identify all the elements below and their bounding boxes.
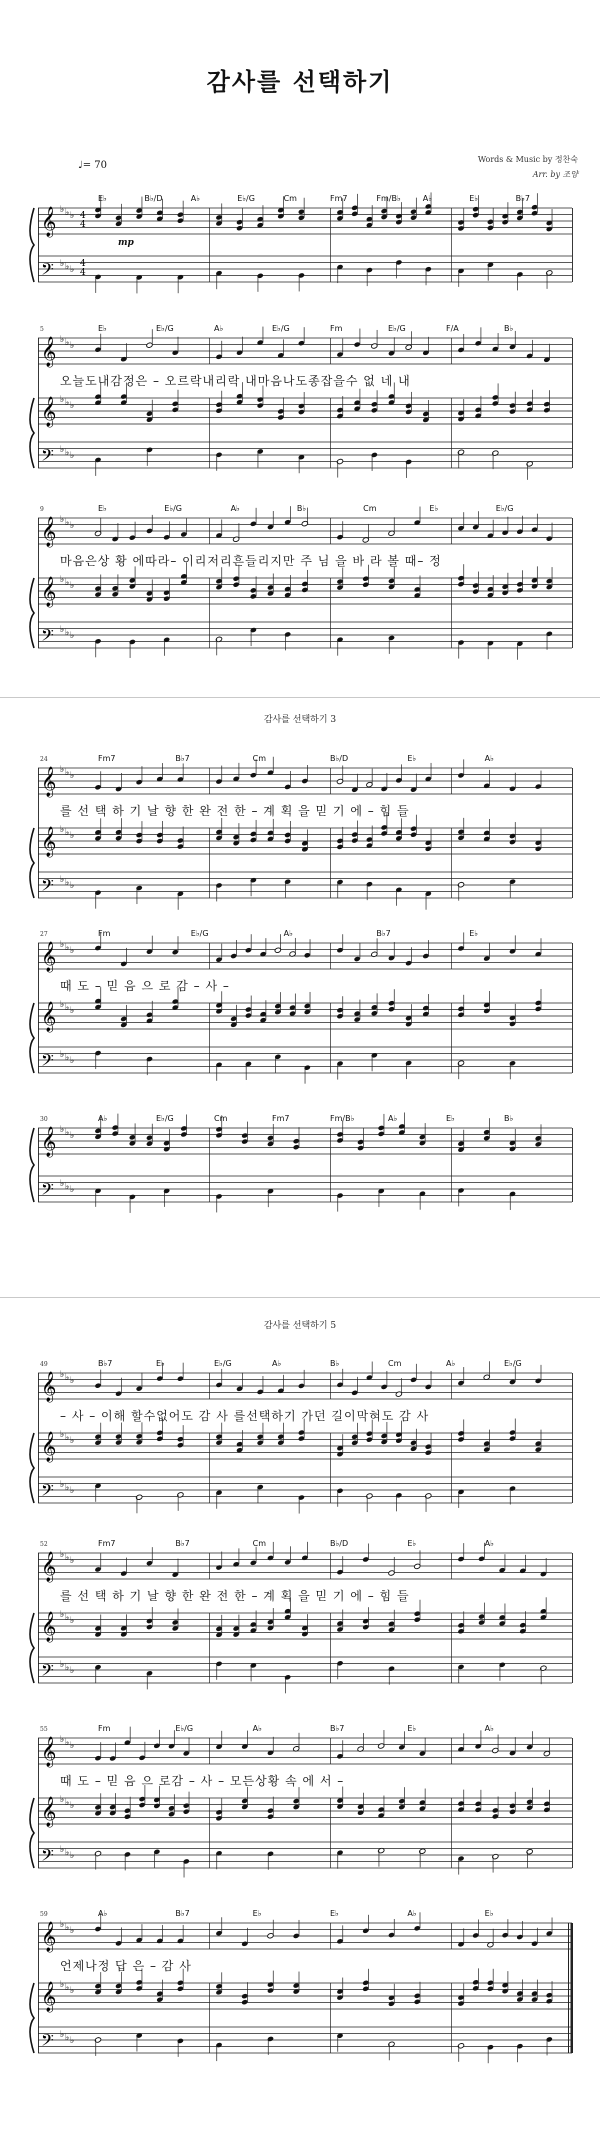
svg-text:♭: ♭	[70, 1376, 75, 1386]
staff-lines	[0, 1905, 600, 2070]
svg-text:𝄞: 𝄞	[41, 1002, 57, 1032]
chord-symbol: Cm	[252, 754, 267, 763]
chord-symbol: E♭/G	[190, 929, 209, 938]
chord-symbol: A♭	[98, 1114, 108, 1123]
lyric-line: 를 선 택 하 기 날 향 한 완 전 한 – 계 획 을 믿 기 에 – 힘 들	[60, 1589, 410, 1603]
page-divider	[0, 1297, 600, 1298]
tempo-marking: ♩= 70	[78, 160, 107, 171]
svg-text:𝄞: 𝄞	[41, 1552, 57, 1582]
chord-symbol: E♭	[156, 1359, 165, 1368]
chord-symbol: Cm	[214, 1114, 228, 1123]
lyric-line: 언제나정 답 은 – 감 사	[60, 1959, 192, 1973]
chord-symbol: B♭	[296, 504, 307, 513]
dynamic-marking: mp	[118, 238, 134, 248]
chord-symbol: A♭	[484, 1724, 494, 1733]
svg-text:♭: ♭	[70, 1926, 75, 1936]
svg-text:♭: ♭	[60, 1125, 65, 1135]
svg-text:♭: ♭	[65, 262, 70, 272]
chord-symbol: E♭/G	[156, 324, 174, 333]
svg-text:♭: ♭	[60, 1179, 65, 1189]
chord-symbol: E♭	[407, 754, 417, 763]
chord-symbol: A♭	[446, 1359, 456, 1368]
score-system	[0, 1110, 600, 1275]
chord-symbol: E♭	[429, 504, 439, 513]
svg-text:𝄢: 𝄢	[41, 1480, 54, 1504]
svg-text:♭: ♭	[60, 1370, 65, 1380]
chord-symbol: E♭/G	[272, 324, 290, 333]
svg-text:♭: ♭	[60, 335, 65, 345]
chord-symbol: A♭	[190, 194, 201, 203]
chord-symbol: Fm7	[330, 194, 348, 203]
svg-text:♭: ♭	[70, 1185, 75, 1195]
chord-symbol: E♭/G	[237, 194, 255, 203]
svg-text:♭: ♭	[70, 831, 75, 841]
staff-lines	[0, 925, 600, 1090]
chord-symbol: B♭7	[330, 1724, 345, 1733]
arranger-credit: Arr. by 조양	[532, 170, 578, 179]
svg-text:♭: ♭	[65, 878, 70, 888]
svg-text:𝄞: 𝄞	[41, 1432, 57, 1462]
svg-text:𝄢: 𝄢	[41, 875, 54, 899]
svg-text:♭: ♭	[70, 1056, 75, 1066]
chord-symbol: E♭	[98, 504, 107, 513]
chord-symbol: E♭/G	[156, 1114, 174, 1123]
svg-text:♭: ♭	[60, 1920, 65, 1930]
chord-symbol: A♭	[388, 1114, 398, 1123]
svg-text:𝄞: 𝄞	[41, 1612, 57, 1642]
svg-text:♭: ♭	[65, 628, 70, 638]
svg-text:♭: ♭	[70, 265, 75, 275]
chord-symbol: E♭/G	[504, 1359, 522, 1368]
svg-text:𝄢: 𝄢	[41, 1050, 54, 1074]
svg-text:𝄢: 𝄢	[41, 1845, 54, 1869]
svg-text:♭: ♭	[65, 1663, 70, 1673]
chord-symbol: E♭/G	[214, 1359, 232, 1368]
svg-text:4: 4	[80, 268, 86, 278]
chord-symbol: B♭7	[175, 1909, 190, 1918]
svg-text:♭: ♭	[60, 1795, 65, 1805]
chord-symbol: B♭7	[376, 929, 391, 938]
svg-text:♭: ♭	[60, 1735, 65, 1745]
score-system	[0, 1905, 600, 2070]
svg-text:♭: ♭	[70, 1741, 75, 1751]
svg-text:♭: ♭	[70, 946, 75, 956]
svg-text:♭: ♭	[60, 825, 65, 835]
svg-text:♭: ♭	[70, 1006, 75, 1016]
svg-text:♭: ♭	[70, 341, 75, 351]
staff-lines	[0, 1535, 600, 1700]
svg-text:♭: ♭	[60, 1980, 65, 1990]
score-system	[0, 500, 600, 665]
page-divider	[0, 697, 600, 698]
svg-text:♭: ♭	[70, 1486, 75, 1496]
svg-text:♭: ♭	[65, 1798, 70, 1808]
svg-text:♭: ♭	[60, 2030, 65, 2040]
lyric-line: 오늘도내감정은 – 오르락내리락 내마음나도종잡을수 없 네 내	[60, 374, 411, 388]
chord-symbol: Fm	[98, 929, 111, 938]
svg-text:4: 4	[80, 259, 86, 269]
svg-text:♭: ♭	[65, 1433, 70, 1443]
chord-symbol: A♭	[230, 504, 240, 513]
svg-text:♭: ♭	[65, 208, 70, 218]
svg-text:♭: ♭	[70, 211, 75, 221]
composer-credit: Words & Music by 정찬숙	[477, 155, 578, 164]
svg-text:𝄞: 𝄞	[41, 1982, 57, 2012]
chord-symbol: E♭	[469, 929, 479, 938]
bar-number: 9	[40, 506, 44, 513]
svg-text:𝄞: 𝄞	[41, 1922, 57, 1952]
svg-text:𝄢: 𝄢	[41, 1660, 54, 1684]
staff-lines	[0, 1355, 600, 1520]
chord-symbol: E♭	[469, 194, 479, 203]
chord-symbol: A♭	[283, 929, 293, 938]
staff-lines	[0, 320, 600, 485]
svg-text:𝄞: 𝄞	[41, 1372, 57, 1402]
svg-text:𝄞: 𝄞	[41, 1127, 57, 1157]
chord-symbol: A♭	[484, 754, 494, 763]
chord-symbol: Cm	[363, 504, 377, 513]
svg-text:𝄞: 𝄞	[41, 1737, 57, 1767]
svg-text:♭: ♭	[65, 338, 70, 348]
svg-text:♭: ♭	[60, 940, 65, 950]
chord-symbol: Fm7	[98, 1539, 116, 1548]
svg-text:♭: ♭	[60, 1430, 65, 1440]
bar-number: 55	[40, 1726, 48, 1733]
svg-text:♭: ♭	[65, 2033, 70, 2043]
svg-text:𝄞: 𝄞	[41, 827, 57, 857]
chord-symbol: A♭	[214, 324, 224, 333]
page-header-3: 감사를 선택하기 3	[263, 715, 337, 725]
svg-text:4: 4	[80, 220, 86, 230]
chord-symbol: A♭	[407, 1909, 417, 1918]
svg-text:𝄞: 𝄞	[41, 207, 57, 237]
svg-text:♭: ♭	[60, 625, 65, 635]
svg-text:♭: ♭	[65, 1738, 70, 1748]
svg-text:♭: ♭	[60, 1660, 65, 1670]
svg-text:♭: ♭	[65, 1182, 70, 1192]
svg-text:♭: ♭	[60, 205, 65, 215]
chord-symbol: E♭	[407, 1724, 417, 1733]
chord-symbol: E♭	[252, 1909, 262, 1918]
chord-symbol: A♭	[272, 1359, 282, 1368]
chord-symbol: Cm	[283, 194, 297, 203]
bar-number: 24	[40, 756, 48, 763]
svg-text:𝄢: 𝄢	[41, 445, 54, 469]
chord-symbol: B♭7	[515, 194, 530, 203]
svg-text:𝄞: 𝄞	[41, 397, 57, 427]
svg-text:♭: ♭	[70, 631, 75, 641]
chord-symbol: Fm/B♭	[330, 1114, 355, 1123]
lyric-line: 를 선 택 하 기 날 향 한 완 전 한 – 계 획 을 믿 기 에 – 힘 들	[60, 804, 410, 818]
svg-text:♭: ♭	[65, 1553, 70, 1563]
svg-text:♭: ♭	[65, 1003, 70, 1013]
svg-text:𝄞: 𝄞	[41, 767, 57, 797]
svg-text:𝄢: 𝄢	[41, 2030, 54, 2054]
chord-symbol: E♭/G	[495, 504, 514, 513]
svg-text:𝄞: 𝄞	[41, 337, 57, 367]
svg-text:𝄞: 𝄞	[41, 1797, 57, 1827]
svg-text:♭: ♭	[60, 1610, 65, 1620]
lyric-line: – 사 – 이해 할수없어도 감 사 를선택하기 가던 길이막혀도 감 사	[60, 1409, 430, 1423]
svg-text:𝄢: 𝄢	[41, 625, 54, 649]
svg-text:♭: ♭	[70, 1666, 75, 1676]
bar-number: 59	[40, 1911, 48, 1918]
svg-text:♭: ♭	[60, 575, 65, 585]
svg-text:♭: ♭	[70, 1986, 75, 1996]
svg-text:𝄢: 𝄢	[41, 1179, 54, 1203]
chord-symbol: Fm/B♭	[376, 194, 401, 203]
svg-text:♭: ♭	[65, 1053, 70, 1063]
svg-text:♭: ♭	[60, 515, 65, 525]
svg-text:♭: ♭	[70, 1616, 75, 1626]
score-system	[0, 1355, 600, 1520]
svg-text:♭: ♭	[60, 1050, 65, 1060]
svg-text:♭: ♭	[70, 451, 75, 461]
bar-number: 27	[40, 931, 48, 938]
staff-lines	[0, 1110, 600, 1275]
bar-number: 30	[40, 1116, 48, 1123]
chord-symbol: B♭/D	[330, 1539, 349, 1548]
svg-text:♭: ♭	[65, 828, 70, 838]
bar-number: 5	[40, 326, 44, 333]
score-system	[0, 750, 600, 915]
svg-text:♭: ♭	[70, 521, 75, 531]
svg-text:♭: ♭	[65, 398, 70, 408]
svg-text:♭: ♭	[60, 395, 65, 405]
staff-lines	[0, 750, 600, 915]
chord-symbol: Fm	[330, 324, 343, 333]
svg-text:♭: ♭	[65, 1483, 70, 1493]
svg-text:𝄞: 𝄞	[41, 517, 57, 547]
score-system	[0, 1535, 600, 1700]
svg-text:4: 4	[80, 211, 86, 221]
chord-symbol: Cm	[252, 1539, 267, 1548]
svg-text:♭: ♭	[65, 1983, 70, 1993]
svg-text:♭: ♭	[60, 1845, 65, 1855]
staff-lines	[0, 500, 600, 665]
svg-text:♭: ♭	[70, 401, 75, 411]
chord-symbol: B♭	[504, 1114, 514, 1123]
score-system	[0, 925, 600, 1090]
chord-symbol: Fm	[98, 1724, 111, 1733]
svg-text:♭: ♭	[70, 1131, 75, 1141]
chord-symbol: E♭	[446, 1114, 455, 1123]
chord-symbol: B♭	[504, 324, 514, 333]
chord-symbol: B♭7	[98, 1359, 113, 1368]
svg-text:♭: ♭	[60, 765, 65, 775]
svg-text:♭: ♭	[70, 1556, 75, 1566]
svg-text:♭: ♭	[65, 448, 70, 458]
chord-symbol: E♭	[98, 194, 107, 203]
chord-symbol: E♭	[484, 1909, 494, 1918]
bar-number: 49	[40, 1361, 48, 1368]
chord-symbol: A♭	[98, 1909, 108, 1918]
svg-text:♭: ♭	[70, 1436, 75, 1446]
svg-text:♭: ♭	[70, 1851, 75, 1861]
chord-symbol: Cm	[388, 1359, 402, 1368]
svg-text:𝄢: 𝄢	[41, 259, 54, 283]
chord-symbol: A♭	[422, 194, 433, 203]
chord-symbol: A♭	[484, 1539, 494, 1548]
svg-text:𝄞: 𝄞	[41, 577, 57, 607]
chord-symbol: E♭	[98, 324, 107, 333]
lyric-line: 때 도 – 믿 음 으 로감 – 사 – 모든상황 속 에 서 –	[60, 1774, 345, 1788]
score-system	[0, 320, 600, 485]
score-system	[0, 1720, 600, 1885]
svg-text:♭: ♭	[65, 1613, 70, 1623]
svg-text:♭: ♭	[65, 1923, 70, 1933]
svg-text:♭: ♭	[60, 1480, 65, 1490]
bar-number: 52	[40, 1541, 48, 1548]
score-title: 감사를 선택하기	[206, 68, 394, 96]
svg-text:♭: ♭	[65, 1848, 70, 1858]
svg-text:♭: ♭	[70, 771, 75, 781]
staff-lines	[0, 1720, 600, 1885]
svg-text:♭: ♭	[60, 259, 65, 269]
svg-text:♭: ♭	[65, 1128, 70, 1138]
svg-text:♭: ♭	[65, 1373, 70, 1383]
svg-text:♭: ♭	[60, 1000, 65, 1010]
svg-text:♭: ♭	[70, 1801, 75, 1811]
svg-text:♭: ♭	[65, 943, 70, 953]
chord-symbol: B♭/D	[144, 194, 163, 203]
svg-text:♭: ♭	[65, 578, 70, 588]
svg-text:♭: ♭	[65, 518, 70, 528]
chord-symbol: B♭7	[175, 754, 190, 763]
svg-text:♭: ♭	[60, 445, 65, 455]
chord-symbol: E♭	[407, 1539, 417, 1548]
svg-text:𝄞: 𝄞	[41, 942, 57, 972]
svg-text:♭: ♭	[70, 2036, 75, 2046]
svg-text:♭: ♭	[60, 875, 65, 885]
chord-symbol: B♭7	[175, 1539, 190, 1548]
chord-symbol: Fm7	[272, 1114, 290, 1123]
chord-symbol: B♭/D	[330, 754, 349, 763]
chord-symbol: E♭/G	[164, 504, 183, 513]
chord-symbol: E♭/G	[175, 1724, 194, 1733]
page-header-5: 감사를 선택하기 5	[263, 1321, 337, 1331]
credits	[478, 152, 578, 182]
chord-symbol: E♭/G	[388, 324, 406, 333]
svg-text:♭: ♭	[70, 581, 75, 591]
lyric-line: 마음은상 황 에따라– 이리저리흔들리지만 주 님 을 바 라 볼 때– 정	[60, 554, 442, 568]
chord-symbol: F/A	[446, 324, 459, 333]
lyric-line: 때 도 – 믿 음 으 로 감 – 사 –	[60, 979, 230, 993]
chord-symbol: A♭	[252, 1724, 262, 1733]
chord-symbol: B♭	[330, 1359, 340, 1368]
chord-symbol: Fm7	[98, 754, 116, 763]
svg-text:♭: ♭	[65, 768, 70, 778]
svg-text:♭: ♭	[60, 1550, 65, 1560]
chord-symbol: E♭	[330, 1909, 339, 1918]
svg-text:♭: ♭	[70, 881, 75, 891]
